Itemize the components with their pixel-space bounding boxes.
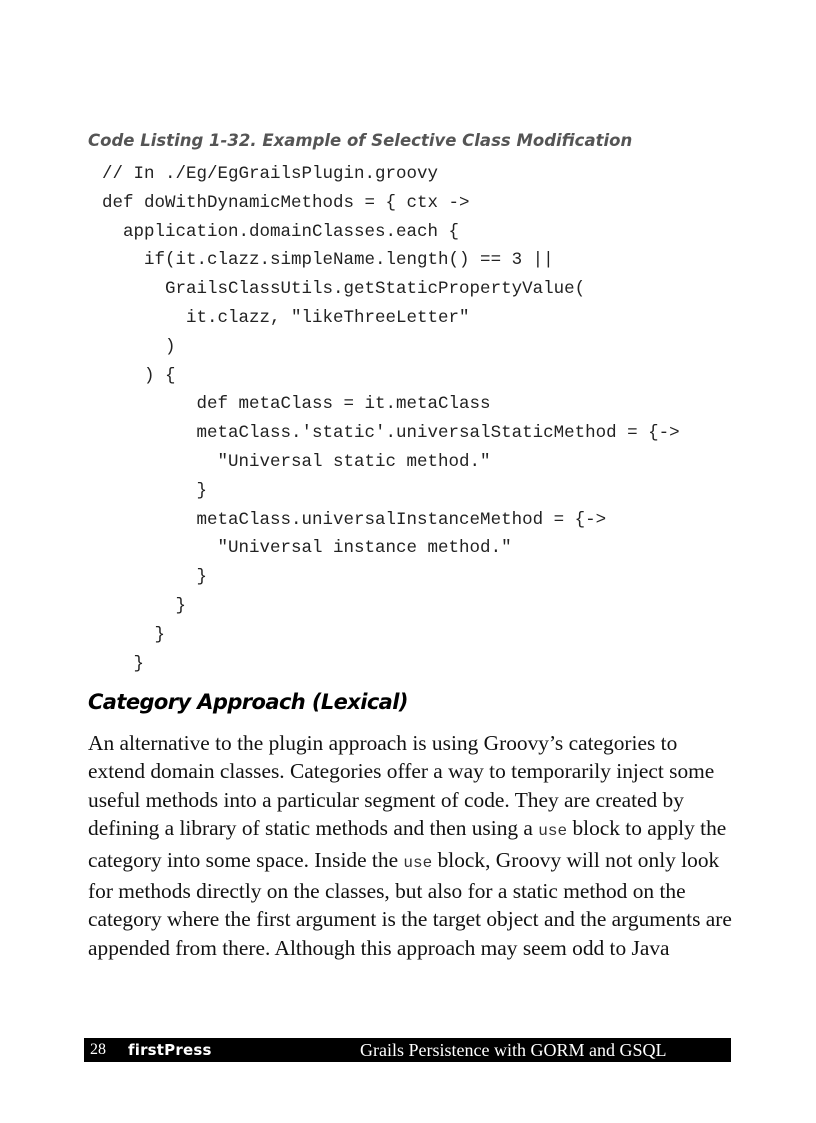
page-footer: [84, 1038, 731, 1062]
inline-code-use: use: [403, 853, 433, 872]
code-line: // In ./Eg/EgGrailsPlugin.groovy: [102, 164, 439, 184]
code-line: "Universal instance method.": [102, 538, 512, 559]
body-paragraph: [88, 729, 748, 962]
code-line: if(it.clazz.simpleName.length() == 3 ||: [102, 250, 554, 271]
code-line: ): [102, 336, 176, 357]
code-listing-caption: Code Listing 1-32. Example of Selective Class Modification: [88, 131, 633, 150]
paragraph-line: An alternative to the plugin approach is using Groovy’s categories to: [88, 731, 678, 755]
code-line: }: [102, 567, 208, 588]
page-number: 28: [90, 1041, 106, 1058]
code-line: "Universal static method.": [102, 451, 491, 472]
code-line: def doWithDynamicMethods = { ctx ->: [102, 192, 470, 213]
paragraph-line: useful methods into a particular segment of code. They are created by: [88, 787, 684, 812]
code-line: application.domainClasses.each {: [102, 221, 460, 242]
code-line: metaClass.universalInstanceMethod = {->: [102, 509, 607, 530]
code-line: metaClass.'static'.universalStaticMethod = {->: [102, 423, 680, 444]
paragraph-text: defining a library of static methods and then using a: [88, 816, 539, 841]
code-line: def metaClass = it.metaClass: [102, 394, 491, 415]
code-line: it.clazz, "likeThreeLetter": [102, 307, 470, 328]
section-heading: Category Approach (Lexical): [88, 690, 408, 714]
code-listing: [102, 160, 680, 678]
paragraph-text: category into some space. Inside the: [88, 847, 404, 872]
paragraph-line: extend domain classes. Categories offer a way to temporarily inject some: [88, 759, 715, 784]
inline-code-use: use: [538, 822, 568, 841]
code-line: }: [102, 653, 145, 674]
paragraph-line: appended from there. Although this approach may seem odd to Java: [88, 935, 670, 960]
code-line: }: [102, 595, 187, 616]
paragraph-line: category where the first argument is the target object and the arguments are: [88, 907, 732, 932]
book-title: Grails Persistence with GORM and GSQL: [360, 1040, 667, 1060]
code-line: }: [102, 624, 166, 645]
code-line: ) {: [102, 365, 176, 386]
code-line: }: [102, 480, 208, 501]
code-line: GrailsClassUtils.getStaticPropertyValue(: [102, 279, 586, 300]
paragraph-line: [88, 814, 748, 845]
paragraph-line: [88, 846, 748, 877]
publisher-logo: firstPress: [128, 1041, 212, 1059]
paragraph-line: for methods directly on the classes, but also for a static method on the: [88, 879, 686, 904]
paragraph-text: block to apply the: [567, 816, 727, 841]
paragraph-text: block, Groovy will not only look: [432, 847, 720, 872]
